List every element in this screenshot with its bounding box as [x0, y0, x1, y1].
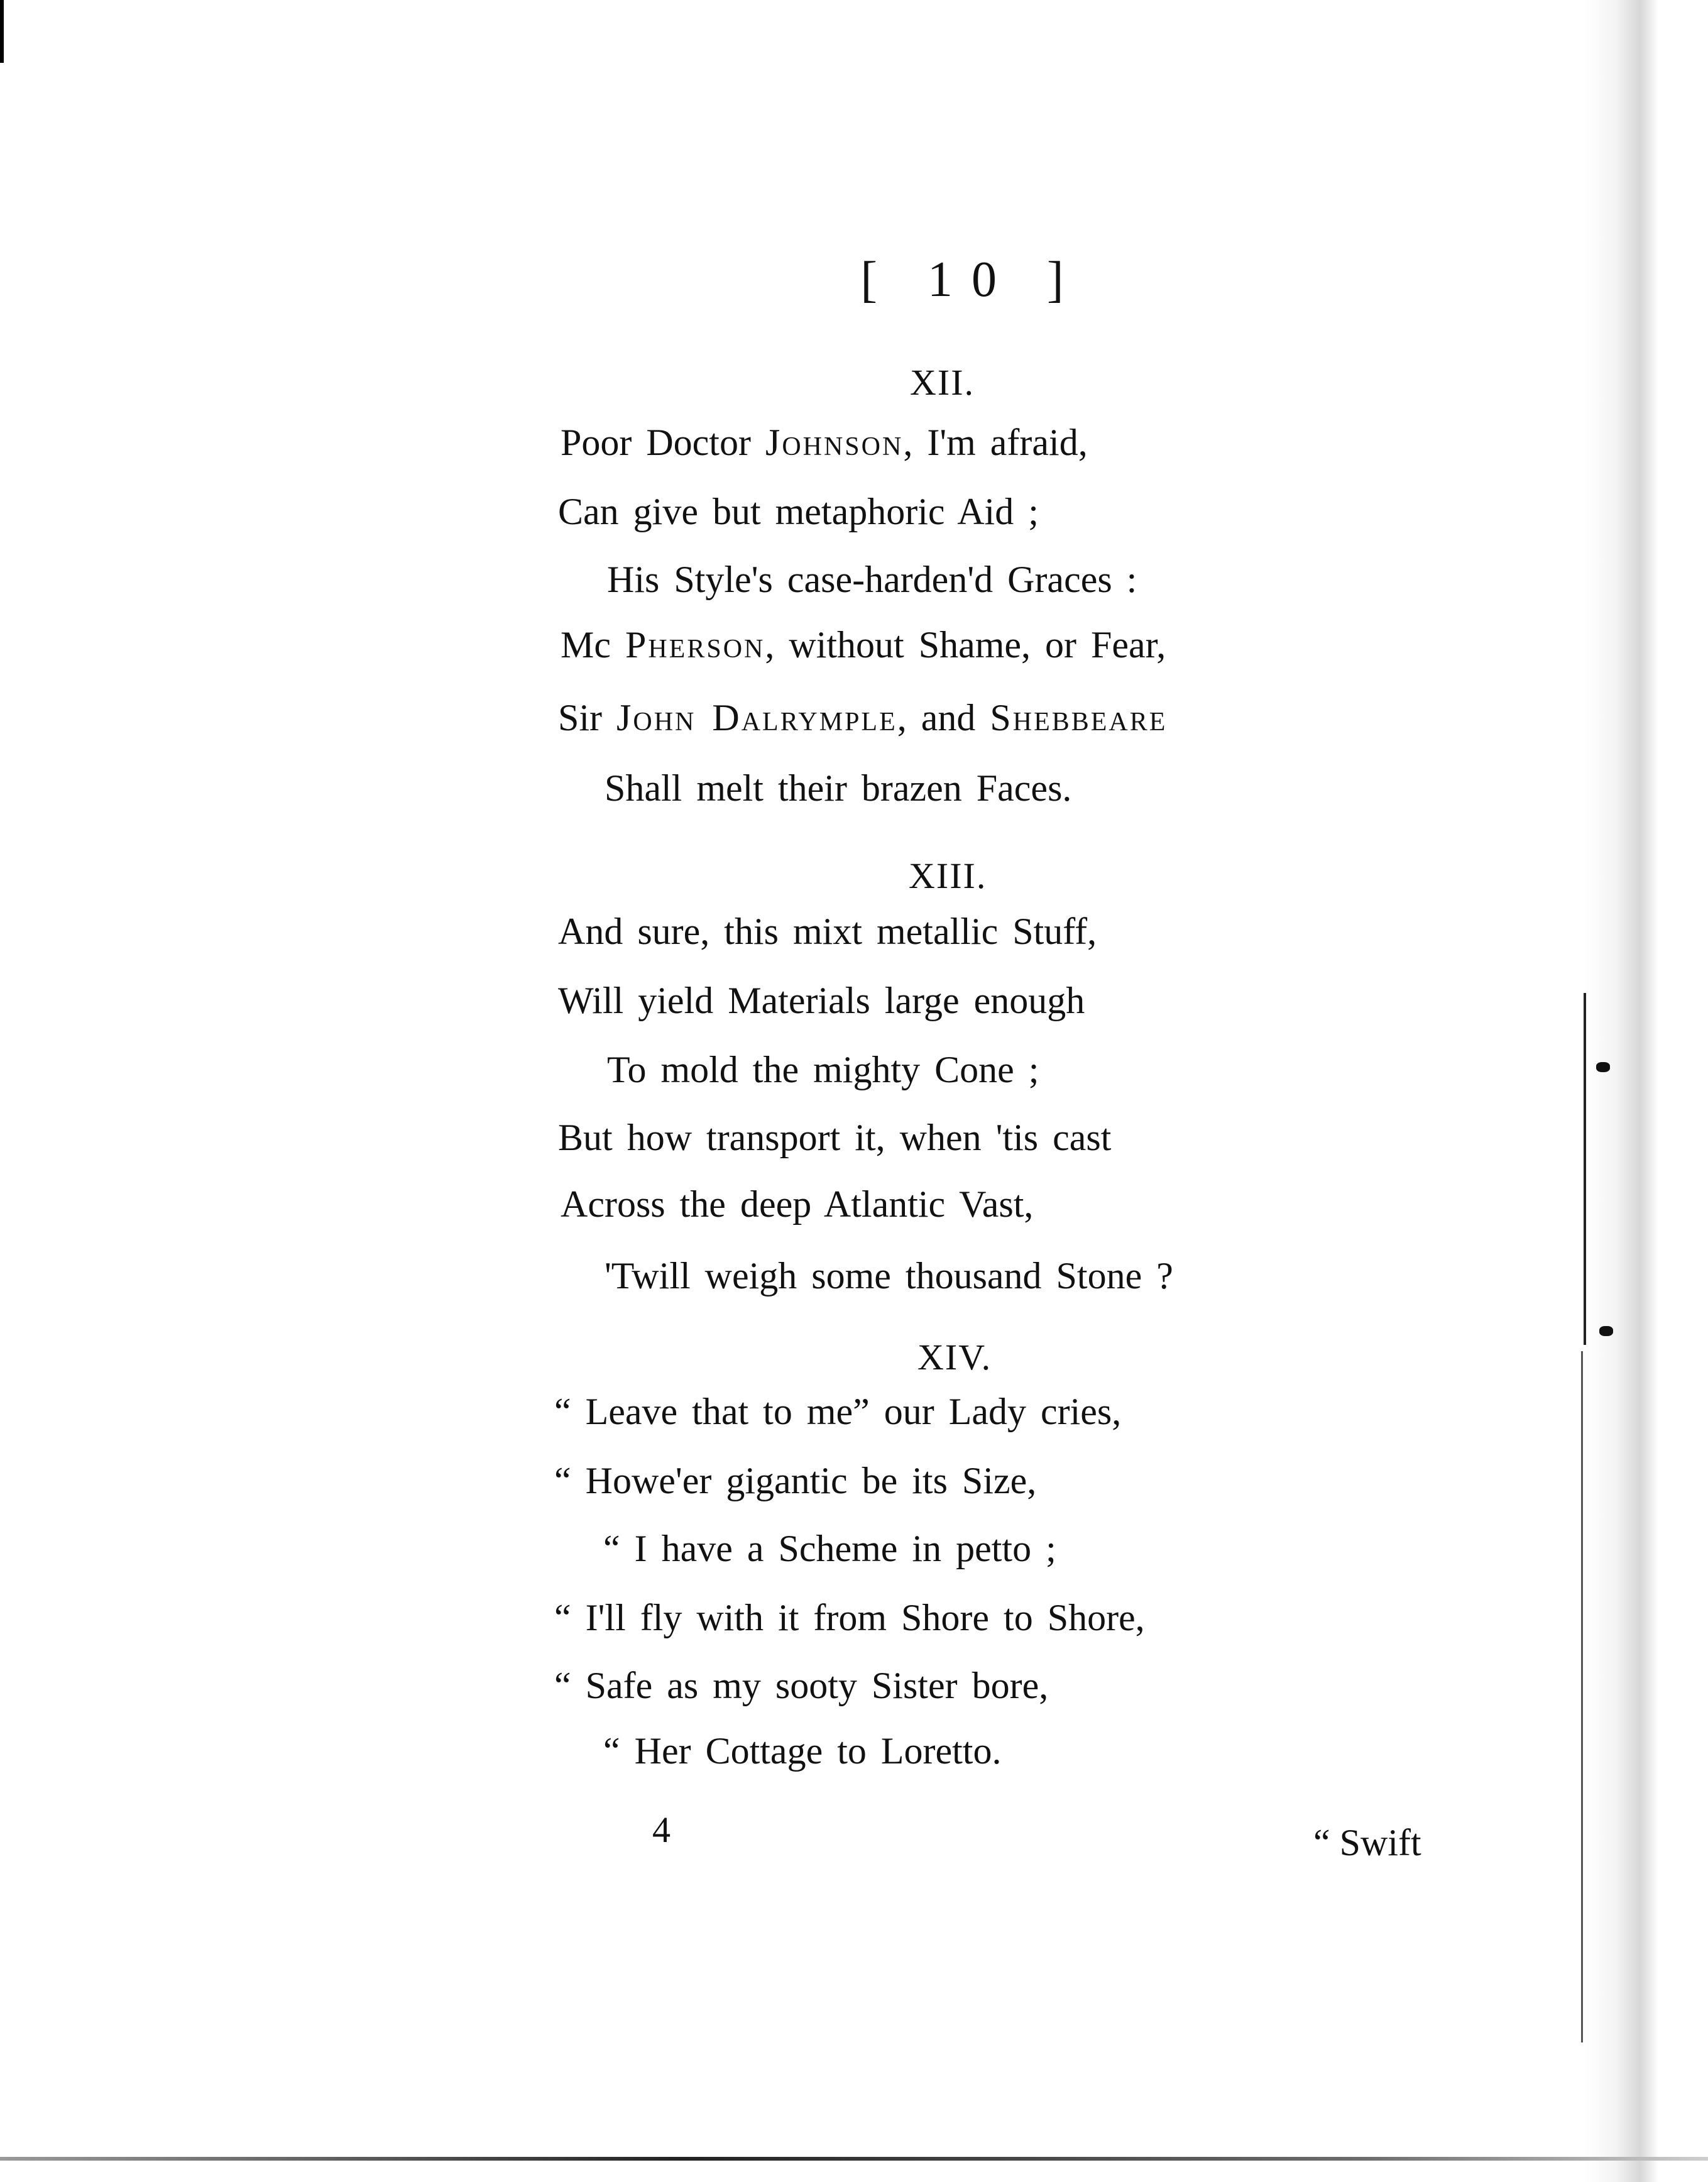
verse-text: And sure, this mixt metallic Stuff, — [558, 911, 1097, 952]
verse-text: Can give but metaphoric Aid ; — [558, 491, 1039, 532]
verse-line — [605, 767, 1071, 810]
verse-line — [605, 1254, 1173, 1298]
verse-line — [607, 1048, 1039, 1092]
verse-line — [607, 558, 1137, 601]
verse-line — [603, 1527, 1056, 1571]
verse-text: Sir — [558, 697, 617, 738]
scan-edge-left — [0, 0, 4, 63]
verse-line — [561, 623, 1166, 667]
verse-text: “ Leave that to me” our Lady cries, — [554, 1391, 1122, 1432]
verse-line — [554, 1664, 1048, 1708]
stanza-numeral: XIII. — [909, 855, 987, 896]
scan-line — [1581, 1351, 1583, 2042]
verse-text: “ Her Cottage to Loretto. — [603, 1730, 1002, 1772]
verse-line — [558, 490, 1039, 534]
verse-text: Shall melt their brazen Faces. — [605, 767, 1072, 809]
verse-text: , I'm afraid, — [903, 422, 1088, 463]
verse-text: , and — [897, 697, 990, 738]
page-number: [ 10 ] — [860, 252, 1083, 307]
verse-text: Mc — [561, 624, 625, 666]
verse-line — [558, 979, 1085, 1022]
stanza-numeral: XIV. — [917, 1337, 992, 1378]
verse-line — [554, 1596, 1145, 1640]
verse-name: John Dalrymple — [616, 697, 897, 738]
scan-bottom-edge — [0, 2157, 1708, 2161]
verse-name: Pherson — [625, 624, 765, 666]
verse-text: Will yield Materials large enough — [558, 980, 1085, 1021]
verse-text: But how transport it, when 'tis cast — [558, 1117, 1112, 1158]
verse-text: “ I have a Scheme in petto ; — [603, 1528, 1056, 1569]
verse-name: Johnson — [765, 422, 904, 463]
verse-text: 'Twill weigh some thousand Stone ? — [605, 1255, 1173, 1297]
scan-edge-right — [1585, 0, 1708, 2182]
verse-line — [561, 1183, 1033, 1226]
verse-line — [603, 1730, 1001, 1773]
verse-line — [554, 1390, 1121, 1434]
verse-line — [554, 1459, 1036, 1503]
verse-text: “ I'll fly with it from Shore to Shore, — [554, 1597, 1145, 1638]
verse-line — [558, 910, 1097, 953]
signature-mark: 4 — [652, 1809, 671, 1850]
verse-text: , without Shame, or Fear, — [765, 624, 1166, 666]
verse-line — [561, 421, 1088, 464]
scan-mark — [1596, 1062, 1610, 1072]
verse-text: His Style's case-harden'd Graces : — [607, 559, 1137, 600]
verse-text: “ Safe as my sooty Sister bore, — [554, 1665, 1049, 1706]
scan-mark — [1599, 1326, 1613, 1336]
verse-text: To mold the mighty Cone ; — [607, 1049, 1039, 1090]
scan-line — [1584, 993, 1586, 1345]
verse-text: Poor Doctor — [561, 422, 765, 463]
catchword: “ Swift — [1313, 1822, 1421, 1863]
verse-line — [558, 1116, 1111, 1160]
verse-line — [558, 696, 1167, 740]
verse-text: Across the deep Atlantic Vast, — [561, 1183, 1034, 1225]
verse-text: “ Howe'er gigantic be its Size, — [554, 1460, 1037, 1501]
stanza-numeral: XII. — [910, 362, 975, 403]
verse-name: Shebbeare — [990, 697, 1168, 738]
